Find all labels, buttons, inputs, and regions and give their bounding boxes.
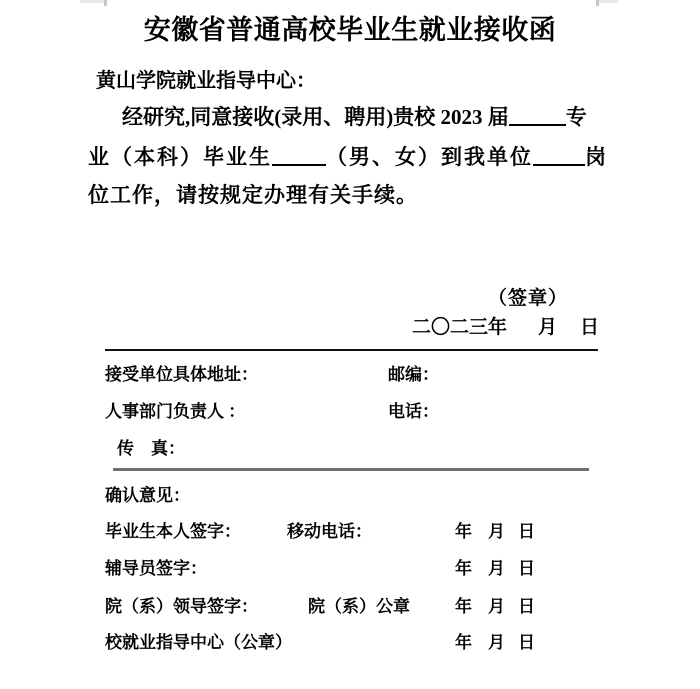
day-label: 日 bbox=[518, 597, 535, 616]
hr-head-row bbox=[0, 397, 700, 421]
hr-head-label: 人事部门负责人 ： bbox=[105, 402, 246, 421]
date-year-label: 二〇二三年 bbox=[412, 317, 508, 338]
counselor-signature-label: 辅导员签字： bbox=[105, 559, 207, 578]
body-line-1-tail: 专 bbox=[565, 104, 587, 129]
horizontal-rule-bottom bbox=[113, 468, 589, 471]
postcode-label: 邮编： bbox=[388, 365, 439, 384]
date-line bbox=[412, 312, 599, 339]
date-month-label: 月 bbox=[538, 317, 558, 338]
fax-row bbox=[0, 434, 700, 458]
horizontal-rule-top bbox=[105, 349, 598, 351]
confirm-heading-row bbox=[0, 481, 700, 505]
body-line-1-text: 经研究,同意接收(录用、聘用)贵校 2023 届 bbox=[122, 104, 509, 129]
page-edge-artifact-right bbox=[599, 0, 618, 3]
year-label: 年 bbox=[455, 597, 472, 616]
position-blank-field[interactable] bbox=[533, 144, 585, 166]
document-title: 安徽省普通高校毕业生就业接收函 bbox=[143, 15, 557, 45]
year-label: 年 bbox=[455, 559, 472, 578]
body-line-1 bbox=[122, 102, 587, 131]
mobile-phone-label: 移动电话： bbox=[287, 522, 372, 541]
department-seal-label: 院（系）公章 bbox=[308, 597, 410, 616]
body-line-2-mid: （男、女）到我单位 bbox=[326, 144, 533, 169]
body-line-2-tail: 岗 bbox=[585, 144, 608, 169]
seal-label: （签章） bbox=[488, 288, 569, 309]
graduate-name-blank-field[interactable] bbox=[272, 144, 326, 166]
month-label: 月 bbox=[488, 633, 505, 652]
graduate-signature-row bbox=[0, 517, 700, 541]
body-line-3: 位工作，请按规定办理有关手续。 bbox=[88, 183, 418, 207]
confirm-opinion-label: 确认意见： bbox=[105, 486, 190, 505]
graduate-signature-label: 毕业生本人签字： bbox=[105, 522, 241, 541]
page-edge-artifact-right-tick bbox=[596, 0, 599, 6]
body-line-2 bbox=[88, 142, 608, 171]
day-label: 日 bbox=[518, 633, 535, 652]
day-label: 日 bbox=[518, 559, 535, 578]
address-row bbox=[0, 360, 700, 384]
month-label: 月 bbox=[488, 559, 505, 578]
body-line-2-text: 业（本科）毕业生 bbox=[88, 144, 272, 169]
department-leader-row bbox=[0, 592, 700, 616]
year-label: 年 bbox=[455, 522, 472, 541]
fax-label: 传 真： bbox=[117, 439, 185, 458]
counselor-signature-row bbox=[0, 554, 700, 578]
year-label: 年 bbox=[455, 633, 472, 652]
month-label: 月 bbox=[488, 522, 505, 541]
page-edge-artifact-left-tick bbox=[104, 0, 107, 6]
department-leader-signature-label: 院（系）领导签字： bbox=[105, 597, 258, 616]
page-edge-artifact-left bbox=[80, 0, 104, 3]
employment-center-row bbox=[0, 628, 700, 652]
month-label: 月 bbox=[488, 597, 505, 616]
unit-address-label: 接受单位具体地址： bbox=[105, 365, 258, 384]
date-day-label: 日 bbox=[580, 317, 600, 338]
major-blank-field[interactable] bbox=[509, 104, 566, 126]
day-label: 日 bbox=[518, 522, 535, 541]
salutation: 黄山学院就业指导中心： bbox=[96, 70, 316, 92]
phone-label: 电话： bbox=[388, 402, 439, 421]
employment-center-seal-label: 校就业指导中心（公章） bbox=[105, 633, 292, 652]
